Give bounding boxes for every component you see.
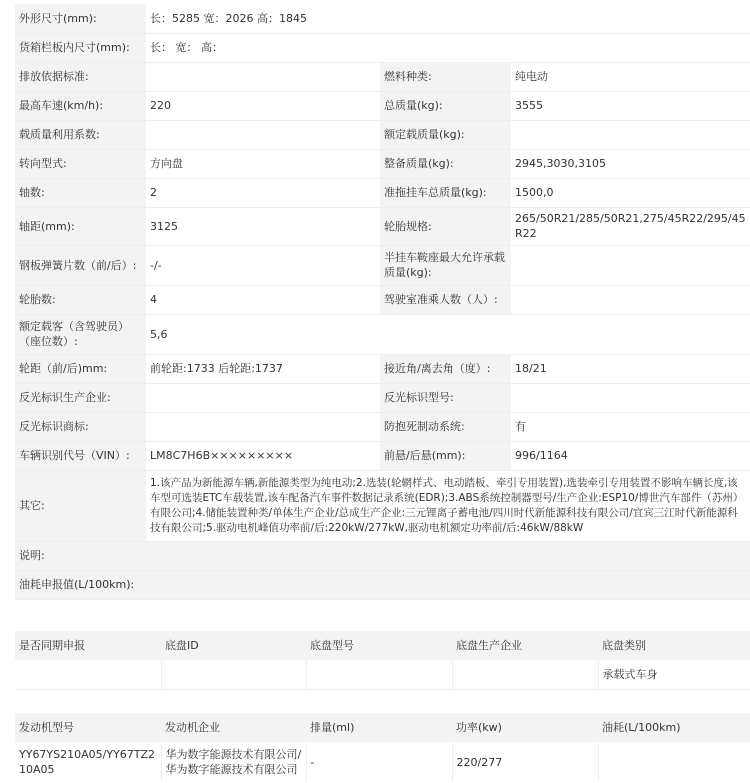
engine-header: 发动机企业: [161, 713, 306, 742]
curb-value: 2945,3030,3105: [511, 149, 750, 178]
trailer-label: 准拖挂车总质量(kg):: [380, 178, 511, 207]
spec-row-fuel-cons: [15, 570, 750, 599]
engine-cell: 华为数字能源技术有限公司/华为数字能源技术有限公司: [161, 742, 306, 782]
chassis-header: 底盘型号: [306, 631, 452, 660]
track-value: 前轮距:1733 后轮距:1737: [146, 354, 380, 383]
spec-row-emission: [15, 62, 750, 91]
wheelbase-label: 轴距(mm):: [15, 207, 146, 245]
reflect-brand-label: 反光标识商标:: [15, 412, 146, 441]
angle-value: 18/21: [511, 354, 750, 383]
fuel-cons-value: [146, 570, 750, 599]
tire-label: 轮胎规格:: [380, 207, 511, 245]
tires-count-value: 4: [146, 285, 380, 314]
engine-header-row: [15, 713, 750, 742]
spec-row-other: [15, 470, 750, 541]
engine-row: [15, 742, 750, 782]
rated-load-label: 额定载质量(kg):: [380, 120, 511, 149]
engine-cell: -: [306, 742, 452, 782]
spec-row-dims: [15, 4, 750, 33]
spring-label: 钢板弹簧片数（前/后）:: [15, 245, 146, 285]
abs-value: 有: [511, 412, 750, 441]
engine-header: 功率(kw): [452, 713, 598, 742]
spec-row-cargo: [15, 33, 750, 62]
other-value: 1.该产品为新能源车辆,新能源类型为纯电动;2.选装(轮辋样式、电动踏板、牵引专用装置),选装牵引专用装置不影响车辆长度,该车型可选装ETC车载装置,该车配备汽车事件数据记录系统(EDR);3.ABS系统控制器型号/生产企业:ESP10/博世汽车部件（苏州）有限公司;4.储能装置种类/单体生产企业/总成生产企业:三元锂离子蓄电池/四川时代新能源科技有限公司/宜宾三江时代新能源科技有限公司;5.驱动电机峰值功率前/后:220kW/277kW,驱动电机额定功率前/后:46kW/88kW: [146, 470, 750, 541]
spec-row-load: [15, 120, 750, 149]
spring-value: -/-: [146, 245, 380, 285]
wheelbase-value: 3125: [146, 207, 380, 245]
other-label: 其它:: [15, 470, 146, 541]
chassis-table: [15, 631, 750, 690]
steering-value: 方向盘: [146, 149, 380, 178]
saddle-label: 半挂车鞍座最大允许承载质量(kg):: [380, 245, 511, 285]
load-coef-value: [146, 120, 380, 149]
engine-cell: YY67YS210A05/YY67TZ210A05: [15, 742, 161, 782]
spec-row-vin: [15, 441, 750, 470]
chassis-cell: [306, 660, 452, 689]
abs-label: 防抱死制动系统:: [380, 412, 511, 441]
reflect-model-label: 反光标识型号:: [380, 383, 511, 412]
engine-header: 发动机型号: [15, 713, 161, 742]
speed-label: 最高车速(km/h):: [15, 91, 146, 120]
curb-label: 整备质量(kg):: [380, 149, 511, 178]
chassis-cell: [161, 660, 306, 689]
fuel-value: 纯电动: [511, 62, 750, 91]
vin-value: LM8C7H6B×××××××××: [146, 441, 380, 470]
load-coef-label: 载质量利用系数:: [15, 120, 146, 149]
mass-value: 3555: [511, 91, 750, 120]
chassis-header: 底盘ID: [161, 631, 306, 660]
chassis-cell: [15, 660, 161, 689]
engine-table: [15, 713, 750, 783]
axles-value: 2: [146, 178, 380, 207]
note-label: 说明:: [15, 541, 146, 570]
rated-load-value: [511, 120, 750, 149]
emission-label: 排放依据标准:: [15, 62, 146, 91]
chassis-row: [15, 660, 750, 689]
reflect-model-value: [511, 383, 750, 412]
spec-row-reflect-brand: [15, 412, 750, 441]
chassis-header: 底盘类别: [598, 631, 750, 660]
overhang-label: 前悬/后悬(mm):: [380, 441, 511, 470]
spec-row-speed: [15, 91, 750, 120]
emission-value: [146, 62, 380, 91]
reflect-maker-label: 反光标识生产企业:: [15, 383, 146, 412]
engine-cell: 220/277: [452, 742, 598, 782]
spec-row-note: [15, 541, 750, 570]
engine-header: 油耗(L/100km): [598, 713, 750, 742]
reflect-maker-value: [146, 383, 380, 412]
spec-row-seats: [15, 314, 750, 354]
chassis-cell: [452, 660, 598, 689]
cab-value: [511, 285, 750, 314]
spec-row-spring: [15, 245, 750, 285]
overhang-value: 996/1164: [511, 441, 750, 470]
engine-header: 排量(ml): [306, 713, 452, 742]
vin-label: 车辆识别代号（VIN）:: [15, 441, 146, 470]
spec-table: [15, 4, 750, 600]
chassis-cell: 承载式车身: [598, 660, 750, 689]
fuel-label: 燃料种类:: [380, 62, 511, 91]
seats-value: 5,6: [146, 314, 750, 354]
spec-row-track: [15, 354, 750, 383]
dims-value: 长：5285 宽：2026 高：1845: [146, 4, 750, 33]
steering-label: 转向型式:: [15, 149, 146, 178]
cargo-value: 长： 宽： 高：: [146, 33, 750, 62]
dims-label: 外形尺寸(mm):: [15, 4, 146, 33]
engine-cell: [598, 742, 750, 782]
saddle-value: [511, 245, 750, 285]
spec-row-tires-count: [15, 285, 750, 314]
speed-value: 220: [146, 91, 380, 120]
spec-row-axles: [15, 178, 750, 207]
note-value: [146, 541, 750, 570]
trailer-value: 1500,0: [511, 178, 750, 207]
spec-row-steering: [15, 149, 750, 178]
cargo-label: 货箱栏板内尺寸(mm):: [15, 33, 146, 62]
track-label: 轮距（前/后)mm:: [15, 354, 146, 383]
chassis-header: 是否同期申报: [15, 631, 161, 660]
spec-row-wheelbase: [15, 207, 750, 245]
reflect-brand-value: [146, 412, 380, 441]
tires-count-label: 轮胎数:: [15, 285, 146, 314]
angle-label: 接近角/离去角（度）:: [380, 354, 511, 383]
cab-label: 驾驶室准乘人数（人）:: [380, 285, 511, 314]
axles-label: 轴数:: [15, 178, 146, 207]
fuel-cons-label: 油耗申报值(L/100km):: [15, 570, 146, 599]
chassis-header-row: [15, 631, 750, 660]
chassis-header: 底盘生产企业: [452, 631, 598, 660]
mass-label: 总质量(kg):: [380, 91, 511, 120]
spec-row-reflect-maker: [15, 383, 750, 412]
seats-label: 额定载客（含驾驶员）（座位数）:: [15, 314, 146, 354]
tire-value: 265/50R21/285/50R21,275/45R22/295/45R22: [511, 207, 750, 245]
